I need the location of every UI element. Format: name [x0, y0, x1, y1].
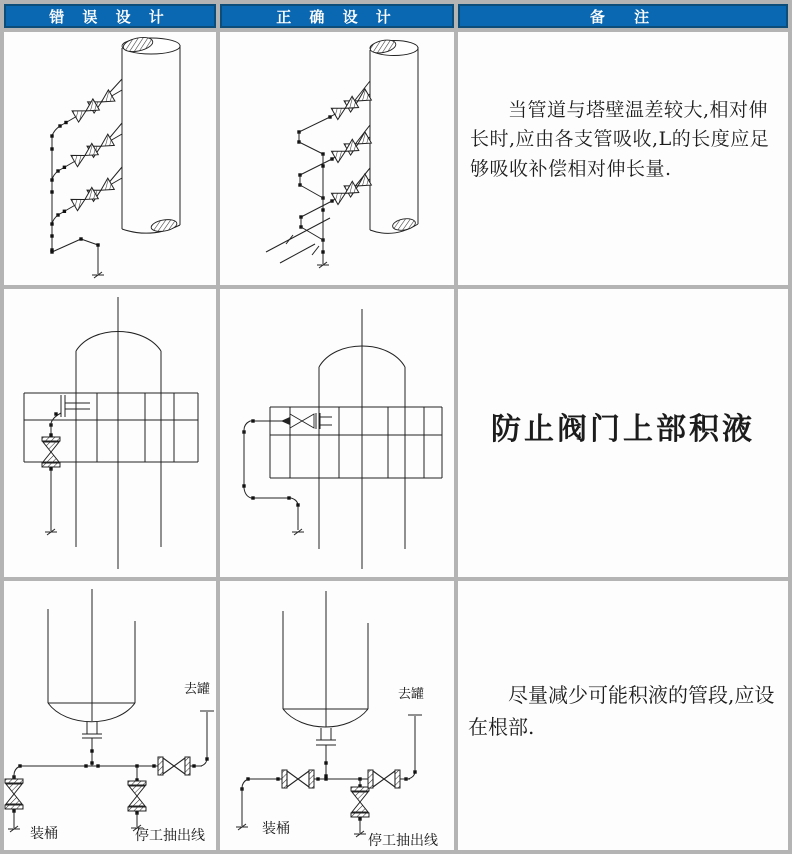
- label-to-tank: 去罐: [398, 687, 425, 702]
- shutdown-branch-at-root: [351, 779, 438, 849]
- vessel-with-dome: [76, 297, 161, 569]
- to-tank-branch: [158, 681, 214, 775]
- label-to-tank: 去罐: [184, 682, 211, 697]
- header-correct-design: 正 确 设 计: [220, 4, 454, 28]
- cell-row3-wrong: [4, 581, 216, 850]
- diagram-row3-wrong-drain-piping: [4, 581, 216, 850]
- barrel-branch: [5, 766, 58, 842]
- cell-row1-correct: [220, 32, 454, 285]
- label-shutdown-line: 停工抽出线: [135, 828, 205, 844]
- remark-text-2: 防止阀门上部积液: [491, 412, 755, 447]
- remark-text-3: 尽量减少可能积液的管段,应设在根部.: [468, 683, 775, 739]
- diagram-row2-correct-vessel-valve: [220, 289, 454, 577]
- cell-row2-remark: [458, 289, 788, 577]
- label-shutdown-line: 停工抽出线: [368, 833, 438, 849]
- header-remark: 备 注: [458, 4, 788, 28]
- cell-row3-remark: [458, 581, 788, 850]
- diagram-row1-wrong-tower-piping: [4, 32, 216, 285]
- vessel-with-dome: [319, 309, 405, 569]
- to-tank-branch: [368, 686, 424, 788]
- header-wrong-design: 错 误 设 计: [4, 4, 216, 28]
- nozzle-and-drop-pipe-with-low-valve: [42, 395, 90, 535]
- vessel-with-dished-bottom: [48, 589, 135, 722]
- tower-column: [122, 35, 180, 233]
- tower-column: [369, 38, 418, 233]
- diagram-row2-wrong-vessel-valve: [4, 289, 216, 577]
- label-barrel: 装桶: [30, 826, 58, 842]
- vessel-with-dished-bottom: [283, 591, 368, 727]
- cell-row1-wrong: [4, 32, 216, 285]
- cell-row2-wrong: [4, 289, 216, 577]
- cell-row3-correct: [220, 581, 454, 850]
- bottom-nozzle: [316, 728, 336, 779]
- branch-pipes-with-valves: [52, 79, 122, 224]
- branch-pipes-with-expansion-loops: [297, 81, 371, 242]
- label-barrel: 装桶: [262, 821, 290, 837]
- drop-pipe-route: [242, 419, 304, 535]
- cell-row2-correct: [220, 289, 454, 577]
- diagram-row1-correct-tower-piping: [220, 32, 454, 285]
- diagram-row3-correct-drain-piping: [220, 581, 454, 850]
- l-dimension-marks: [266, 218, 330, 263]
- remark-text-1: 当管道与塔壁温差较大,相对伸长时,应由各支管吸收,L的长度应足够吸收补偿相对伸长量.: [470, 99, 770, 180]
- bottom-nozzle: [82, 722, 102, 766]
- cell-row1-remark: [458, 32, 788, 285]
- shutdown-branch: [128, 766, 205, 844]
- header-pipe: [317, 154, 329, 268]
